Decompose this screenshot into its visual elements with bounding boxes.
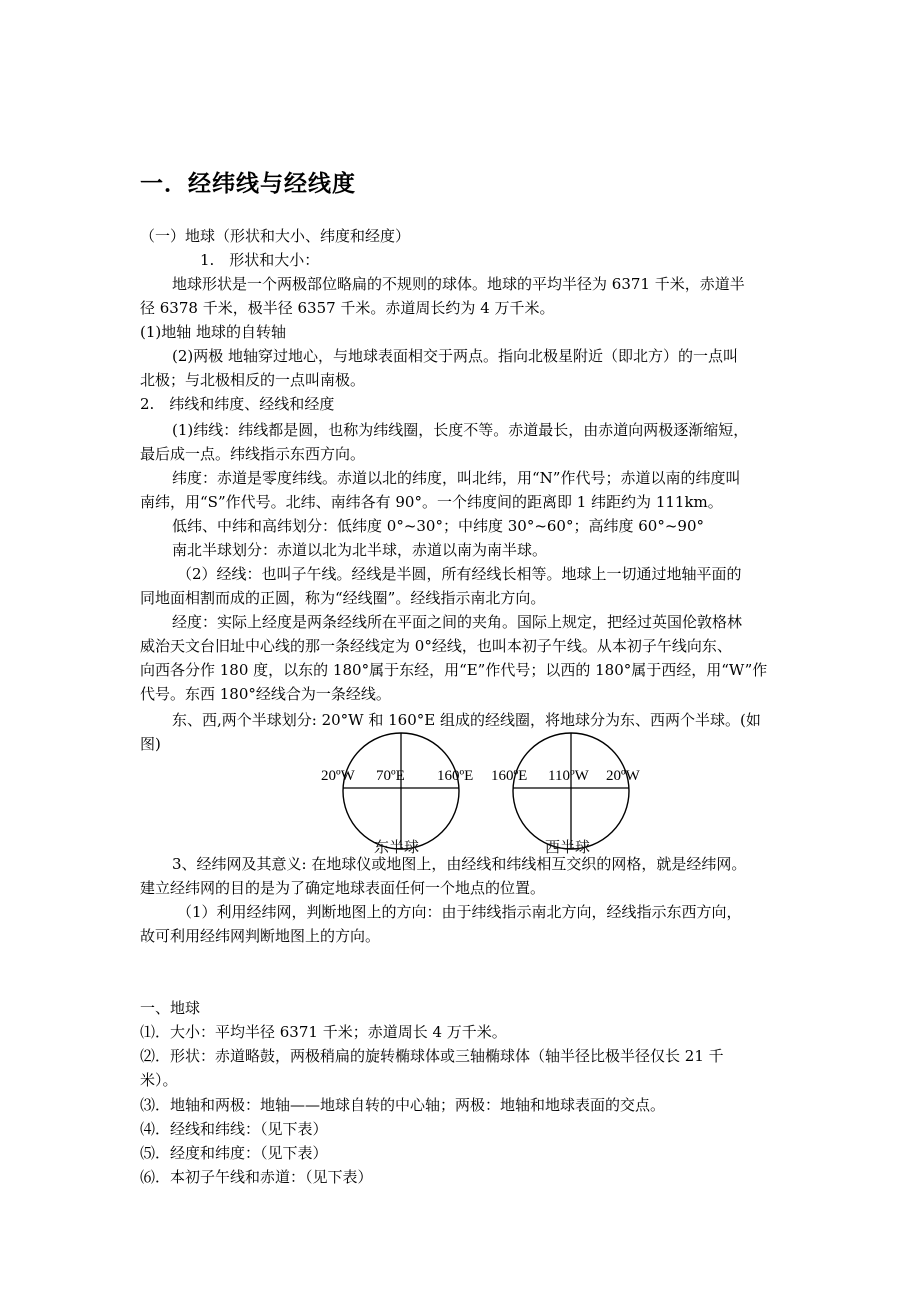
longitude-line-line1: （2）经线：也叫子午线。经线是半圆，所有经线长相等。地球上一切通过地轴平面的: [177, 565, 742, 583]
prime-meridian-equator: ⑹．本初子午线和赤道：（见下表）: [140, 1168, 373, 1186]
latitude-degree-line2: 南纬，用“S”作代号。北纬、南纬各有 90°。一个纬度间的距离即 1 纬距约为 111km。: [140, 493, 723, 511]
paragraph-shape-line1: 地球形状是一个两极部位略扁的不规则的球体。地球的平均半径为 6371 千米，赤道半: [172, 275, 745, 293]
grid-direction-line2: 故可利用经纬网判断地图上的方向。: [140, 927, 381, 945]
earth-shape-line2: 米）。: [140, 1071, 178, 1089]
longitude-degree-line4: 代号。东西 180°经线合为一条经线。: [140, 685, 391, 703]
hemisphere-ew-line2: 图): [140, 735, 161, 753]
longitude-degree-line1: 经度：实际上经度是两条经线所在平面之间的夹角。国际上规定，把经过英国伦敦格林: [172, 613, 743, 631]
west-globe-label-mid: 110ºW: [548, 768, 589, 784]
west-globe-caption: 西半球: [545, 838, 591, 856]
west-globe-label-left: 160ºE: [491, 768, 528, 784]
longitude-latitude: ⑸．经度和纬度：（见下表）: [140, 1144, 328, 1162]
grid-direction-line1: （1）利用经纬网，判断地图上的方向：由于纬线指示南北方向，经线指示东西方向，: [177, 903, 742, 921]
page-title: 一．经纬线与经线度: [140, 171, 356, 197]
poles-line1: (2)两极 地轴穿过地心，与地球表面相交于两点。指向北极星附近（即北方）的一点叫: [172, 347, 739, 365]
paragraph-shape-line2: 径 6378 千米，极半径 6357 千米。赤道周长约为 4 万千米。: [140, 299, 555, 317]
grid-meaning-line2: 建立经纬网的目的是为了确定地球表面任何一个地点的位置。: [140, 879, 546, 897]
east-globe-label-mid: 70ºE: [376, 768, 405, 784]
section-heading: （一）地球（形状和大小、纬度和经度）: [140, 227, 411, 245]
west-globe-label-right: 20ºW: [606, 768, 640, 784]
poles-line2: 北极；与北极相反的一点叫南极。: [140, 371, 366, 389]
latitude-line-line2: 最后成一点。纬线指示东西方向。: [140, 445, 366, 463]
longitude-degree-line2: 威治天文台旧址中心线的那一条经线定为 0°经线，也叫本初子午线。从本初子午线向东、: [140, 637, 732, 655]
grid-meaning-line1: 3、经纬网及其意义: 在地球仪或地图上，由经线和纬线相互交织的网格，就是经纬网。: [172, 855, 747, 873]
meridians-parallels: ⑷．经线和纬线：（见下表）: [140, 1120, 328, 1138]
latitude-degree-line1: 纬度：赤道是零度纬线。赤道以北的纬度，叫北纬，用“N”作代号；赤道以南的纬度叫: [172, 469, 741, 487]
west-hemisphere-globe: [510, 730, 632, 852]
item-shape-size: 1. 形状和大小：: [200, 251, 320, 269]
earth-shape-line1: ⑵．形状：赤道略鼓，两极稍扁的旋转椭球体或三轴椭球体（轴半径比极半径仅长 21 千: [140, 1047, 724, 1065]
longitude-line-line2: 同地面相割而成的正圆，称为“经线圈”。经线指示南北方向。: [140, 589, 546, 607]
hemisphere-ew-line1: 东、西,两个半球划分: 20°W 和 160°E 组成的经线圈，将地球分为东、西两个半球。(如: [172, 711, 761, 729]
longitude-degree-line3: 向西各分作 180 度，以东的 180°属于东经，用“E”作代号；以西的 180°属于西经，用“W”作: [140, 661, 768, 679]
east-globe-caption: 东半球: [374, 838, 420, 856]
item-lat-lon: 2. 纬线和纬度、经线和经度: [140, 395, 335, 413]
latitude-line-line1: (1)纬线：纬线都是圆，也称为纬线圈，长度不等。赤道最长，由赤道向两极逐渐缩短，: [172, 421, 749, 439]
east-hemisphere-globe: [340, 730, 462, 852]
earth-size: ⑴．大小：平均半径 6371 千米；赤道周长 4 万千米。: [140, 1023, 507, 1041]
axis-definition: (1)地轴 地球的自转轴: [140, 323, 287, 341]
east-globe-label-right: 160ºE: [437, 768, 474, 784]
section2-heading: 一、地球: [140, 999, 201, 1017]
latitude-zones: 低纬、中纬和高纬划分：低纬度 0°~30°；中纬度 30°~60°；高纬度 60°~90°: [172, 517, 704, 535]
earth-axis-poles: ⑶．地轴和两极：地轴——地球自转的中心轴；两极：地轴和地球表面的交点。: [140, 1096, 666, 1114]
hemisphere-ns: 南北半球划分：赤道以北为北半球，赤道以南为南半球。: [172, 541, 548, 559]
east-globe-label-left: 20ºW: [321, 768, 355, 784]
